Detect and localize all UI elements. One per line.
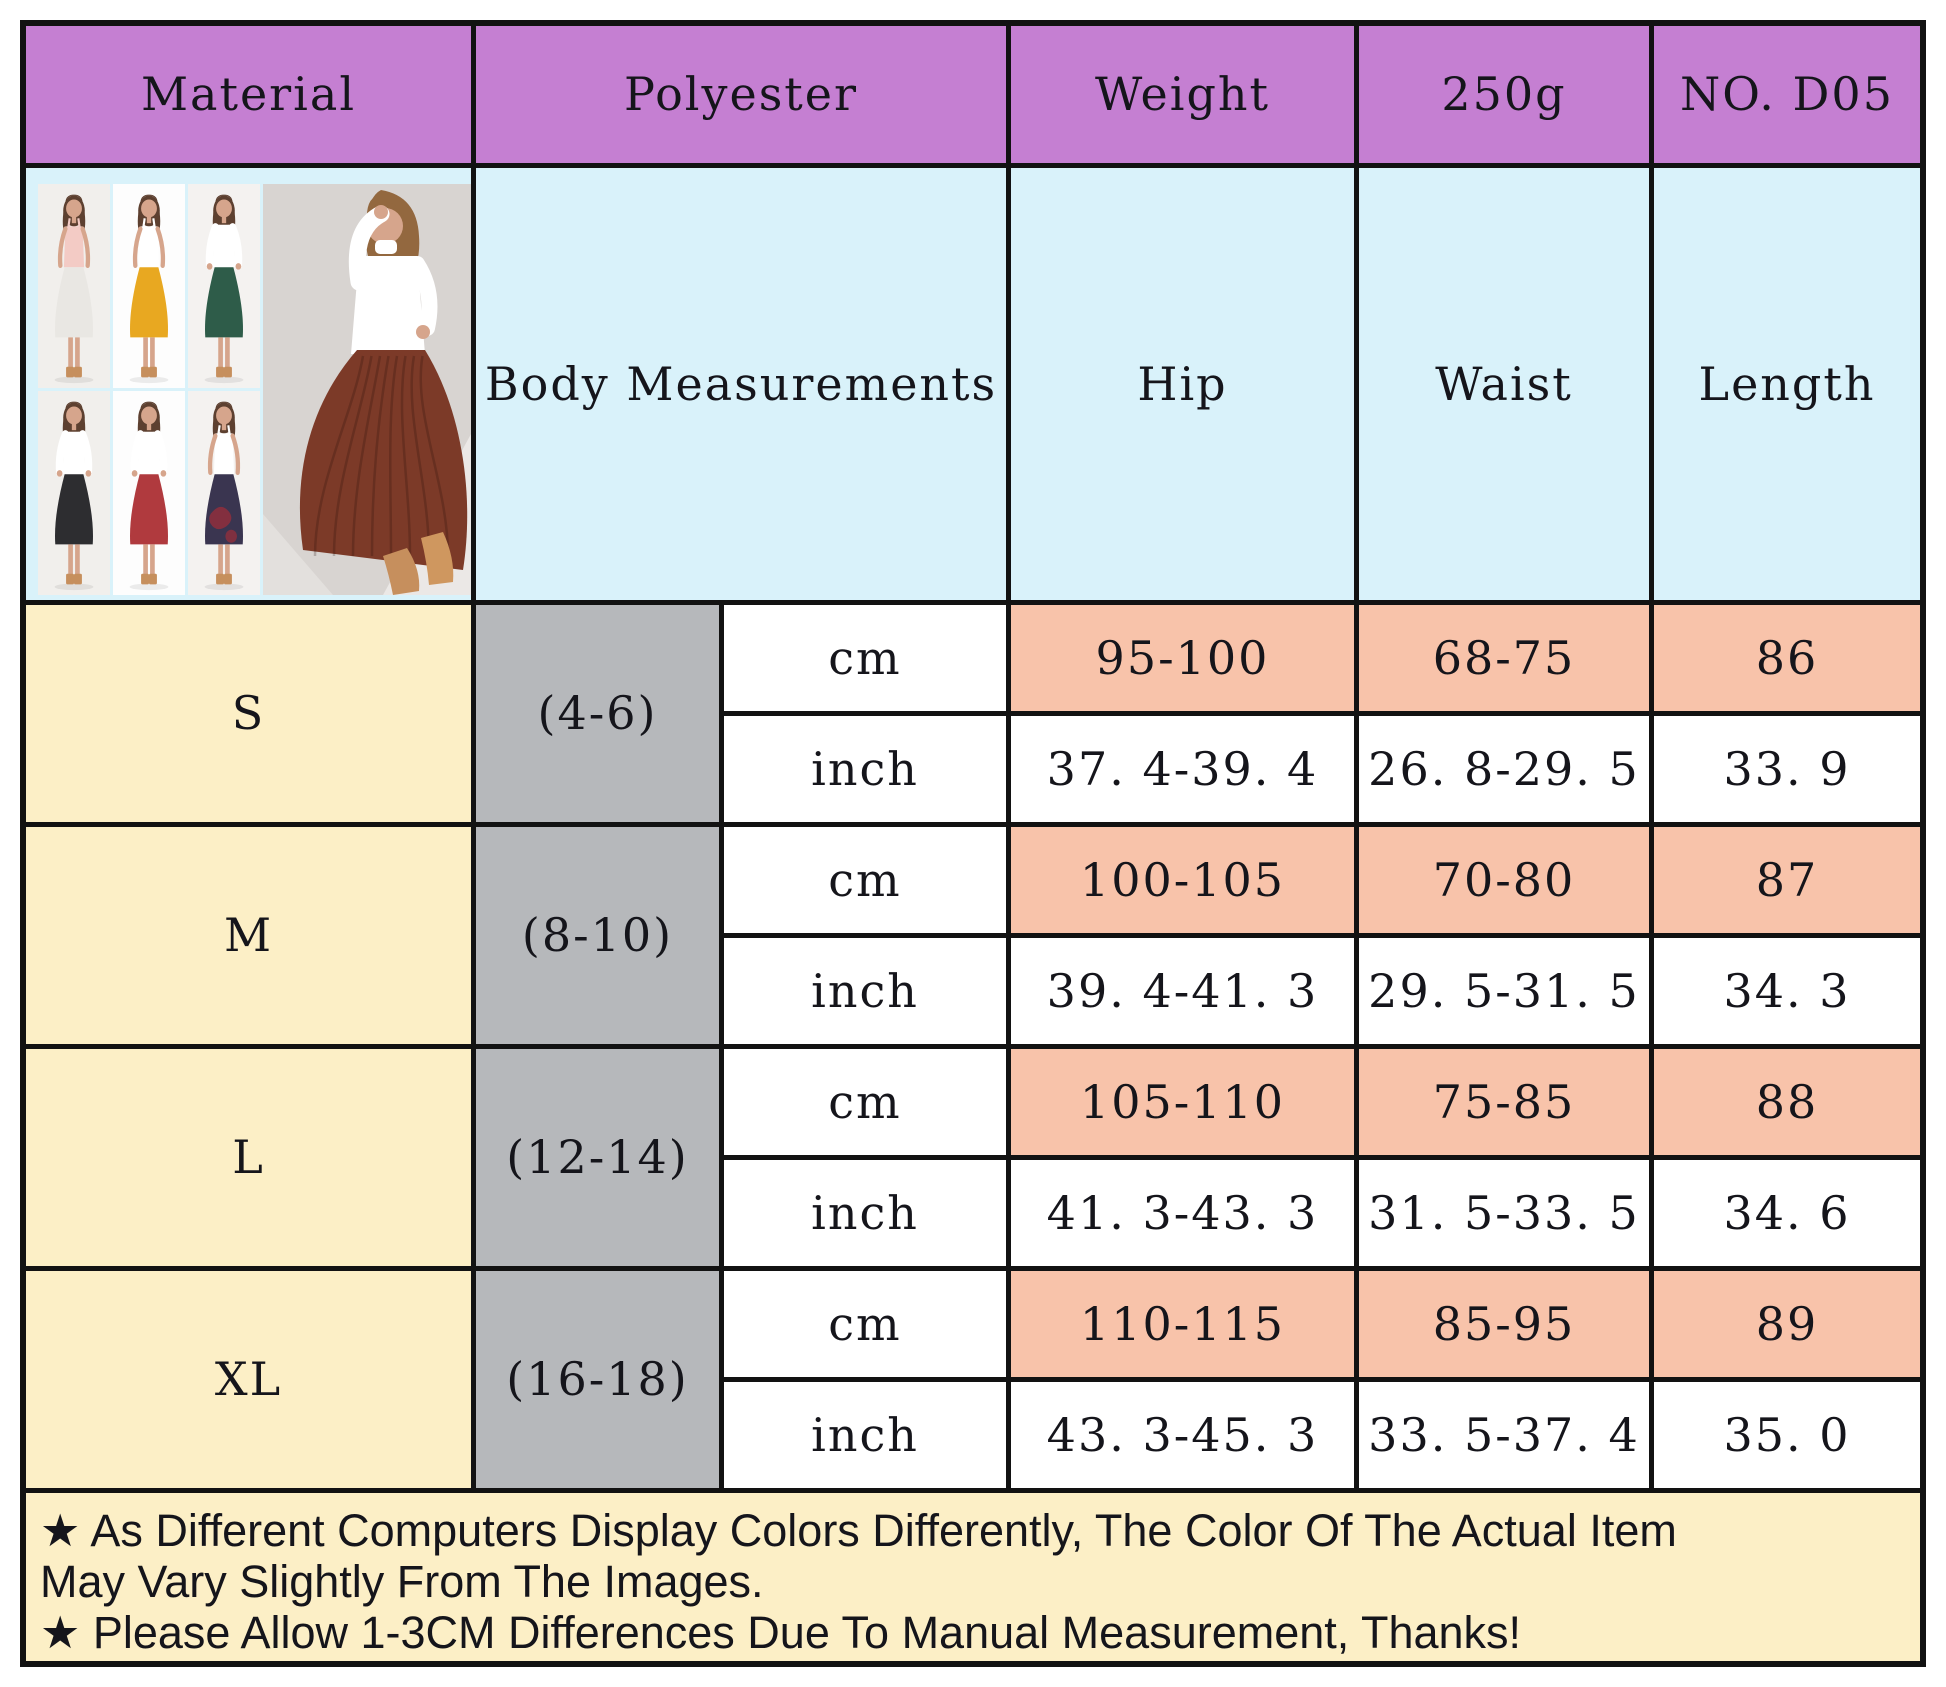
unit-inch: inch bbox=[724, 1382, 1006, 1488]
header-material-label: Material bbox=[26, 26, 471, 163]
unit-inch: inch bbox=[724, 1160, 1006, 1266]
unit-cm: cm bbox=[724, 827, 1006, 933]
size-label-l: L bbox=[26, 1049, 471, 1266]
product-photo-collage bbox=[26, 168, 471, 600]
l-waist-cm: 75-85 bbox=[1359, 1049, 1649, 1155]
disclaimer-line-1: ★ As Different Computers Display Colors Differently, The Color Of The Actual Item bbox=[40, 1505, 1677, 1556]
size-label-s: S bbox=[26, 605, 471, 822]
unit-inch: inch bbox=[724, 938, 1006, 1044]
product-photos bbox=[38, 184, 471, 595]
m-waist-inch: 29. 5-31. 5 bbox=[1359, 938, 1649, 1044]
m-length-cm: 87 bbox=[1654, 827, 1920, 933]
product-photo-tile bbox=[38, 391, 110, 595]
size-label-m: M bbox=[26, 827, 471, 1044]
column-header-length: Length bbox=[1654, 168, 1920, 600]
l-hip-inch: 41. 3-43. 3 bbox=[1011, 1160, 1354, 1266]
s-length-cm: 86 bbox=[1654, 605, 1920, 711]
unit-cm: cm bbox=[724, 605, 1006, 711]
product-photo-grid bbox=[38, 184, 260, 595]
header-material-value: Polyester bbox=[476, 26, 1006, 163]
xl-waist-cm: 85-95 bbox=[1359, 1271, 1649, 1377]
xl-length-inch: 35. 0 bbox=[1654, 1382, 1920, 1488]
disclaimer-line-2: May Vary Slightly From The Images. bbox=[40, 1556, 764, 1607]
product-photo-tile bbox=[113, 391, 185, 595]
size-chart bbox=[20, 20, 1926, 1667]
header-weight-value: 250g bbox=[1359, 26, 1649, 163]
header-weight-label: Weight bbox=[1011, 26, 1354, 163]
m-length-inch: 34. 3 bbox=[1654, 938, 1920, 1044]
s-waist-inch: 26. 8-29. 5 bbox=[1359, 716, 1649, 822]
m-waist-cm: 70-80 bbox=[1359, 827, 1649, 933]
body-measurements-title: Body Measurements bbox=[476, 168, 1006, 600]
xl-waist-inch: 33. 5-37. 4 bbox=[1359, 1382, 1649, 1488]
product-photo-tile bbox=[38, 184, 110, 388]
unit-cm: cm bbox=[724, 1049, 1006, 1155]
xl-length-cm: 89 bbox=[1654, 1271, 1920, 1377]
s-waist-cm: 68-75 bbox=[1359, 605, 1649, 711]
xl-hip-inch: 43. 3-45. 3 bbox=[1011, 1382, 1354, 1488]
size-range-m: (8-10) bbox=[476, 827, 719, 1044]
header-item-number: NO. D05 bbox=[1654, 26, 1920, 163]
m-hip-inch: 39. 4-41. 3 bbox=[1011, 938, 1354, 1044]
l-waist-inch: 31. 5-33. 5 bbox=[1359, 1160, 1649, 1266]
s-length-inch: 33. 9 bbox=[1654, 716, 1920, 822]
s-hip-inch: 37. 4-39. 4 bbox=[1011, 716, 1354, 822]
unit-inch: inch bbox=[724, 716, 1006, 822]
xl-hip-cm: 110-115 bbox=[1011, 1271, 1354, 1377]
l-length-cm: 88 bbox=[1654, 1049, 1920, 1155]
unit-cm: cm bbox=[724, 1271, 1006, 1377]
size-range-xl: (16-18) bbox=[476, 1271, 719, 1488]
column-header-waist: Waist bbox=[1359, 168, 1649, 600]
column-header-hip: Hip bbox=[1011, 168, 1354, 600]
product-photo-tile bbox=[188, 391, 260, 595]
l-length-inch: 34. 6 bbox=[1654, 1160, 1920, 1266]
s-hip-cm: 95-100 bbox=[1011, 605, 1354, 711]
disclaimer-line-3: ★ Please Allow 1-3CM Differences Due To Manual Measurement, Thanks! bbox=[40, 1607, 1522, 1658]
product-photo-tile bbox=[188, 184, 260, 388]
size-range-l: (12-14) bbox=[476, 1049, 719, 1266]
size-label-xl: XL bbox=[26, 1271, 471, 1488]
product-photo-large bbox=[263, 184, 471, 595]
size-range-s: (4-6) bbox=[476, 605, 719, 822]
size-chart-table bbox=[20, 20, 1926, 1667]
l-hip-cm: 105-110 bbox=[1011, 1049, 1354, 1155]
m-hip-cm: 100-105 bbox=[1011, 827, 1354, 933]
disclaimer-note bbox=[26, 1493, 1920, 1661]
product-photo-tile bbox=[113, 184, 185, 388]
